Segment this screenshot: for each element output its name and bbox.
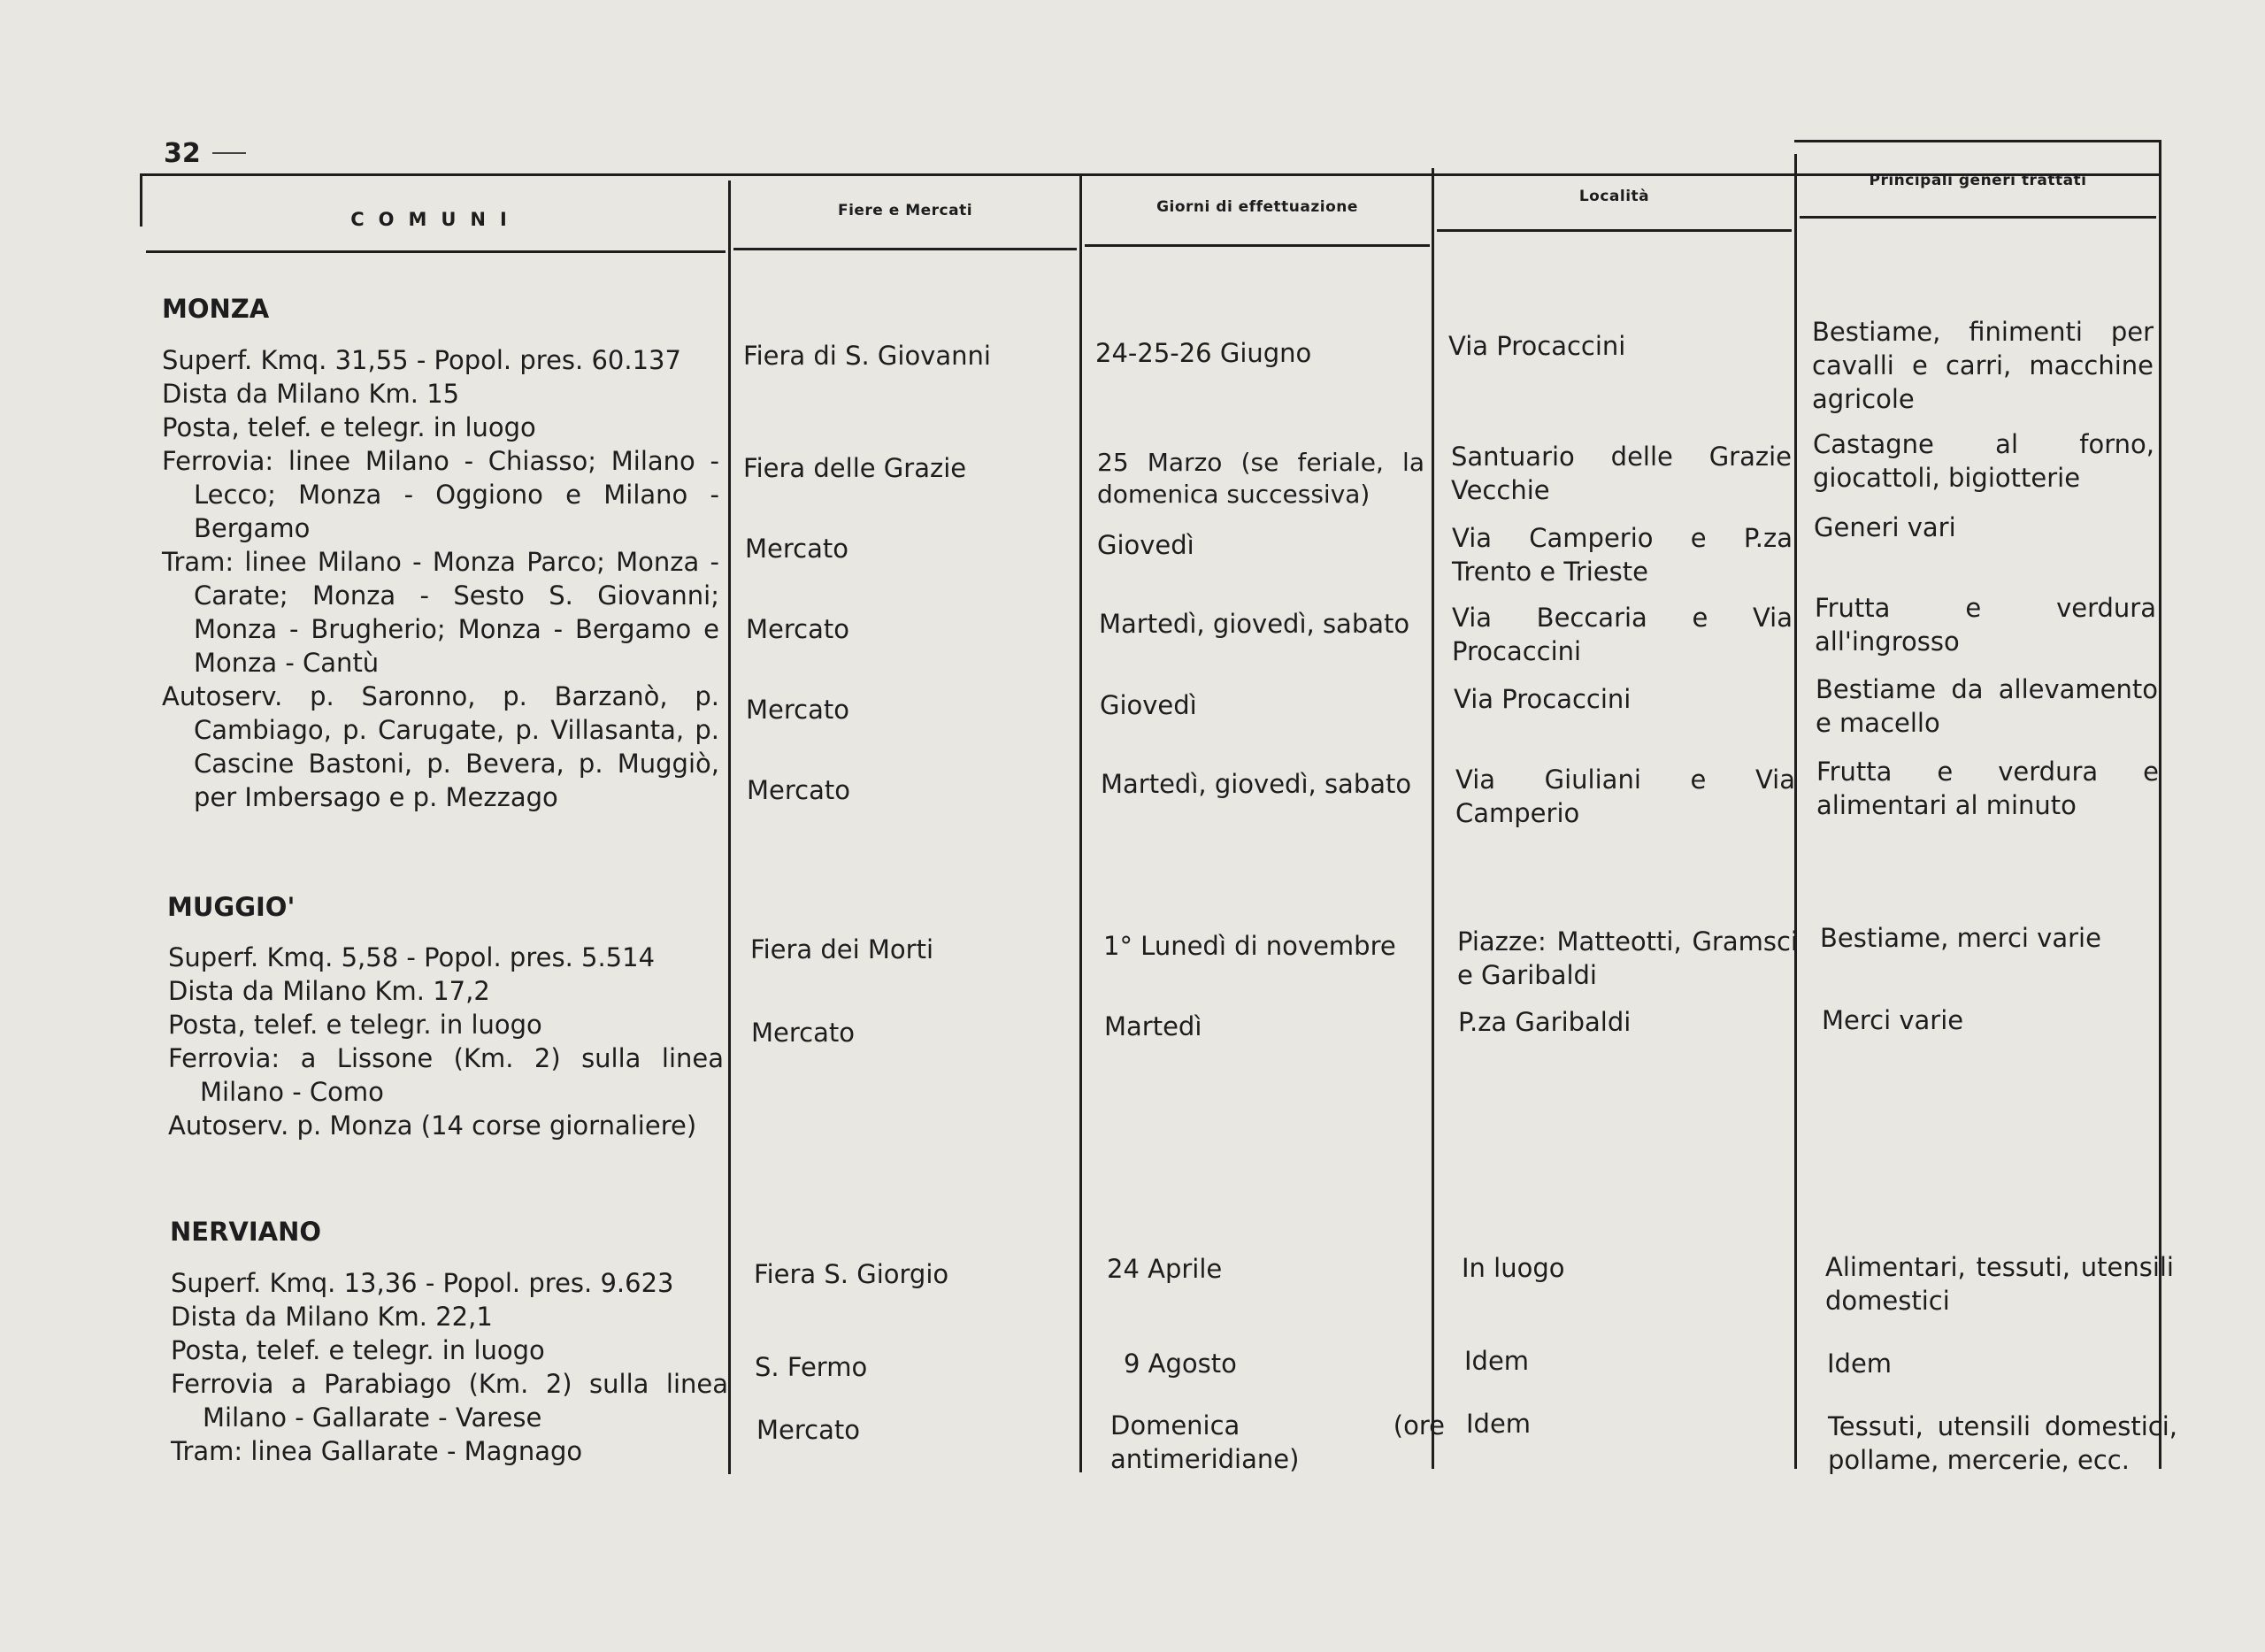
col-divider-3: [1432, 168, 1434, 1469]
generi-cell: Tessuti, utensili domestici, pollame, mercerie, ecc.: [1828, 1411, 2177, 1475]
localita-cell: Piazze: Matteotti, Gramsci e Garibaldi: [1457, 926, 1798, 990]
header-underline-2: [733, 248, 1077, 250]
localita-cell: Via Camperio e P.za Trento e Trieste: [1452, 523, 1793, 587]
left-border: [140, 173, 142, 227]
fiera-cell: Fiera di S. Giovanni: [743, 341, 991, 371]
localita-cell: Idem: [1466, 1409, 1532, 1439]
info-line: Autoserv. p. Saronno, p. Barzanò, p. Cambiago, p. Carugate, p. Villasanta, p. Cascine Bastoni, p. Bevera, p. Muggiò, per Imbersago e p. Mezzago: [162, 681, 719, 812]
generi-cell: Idem: [1827, 1348, 1893, 1379]
info-line: Autoserv. p. Monza (14 corse giornaliere): [168, 1110, 697, 1141]
page-number: 32: [164, 138, 201, 169]
col-divider-1: [728, 181, 731, 1474]
fiera-cell: Mercato: [745, 534, 848, 564]
localita-cell: Via Procaccini: [1454, 684, 1632, 714]
info-line: Posta, telef. e telegr. in luogo: [162, 412, 536, 442]
info-line: Superf. Kmq. 5,58 - Popol. pres. 5.514: [168, 942, 656, 972]
generi-cell: Bestiame, finimenti per cavalli e carri, macchine agricole: [1812, 317, 2154, 414]
generi-cell: Bestiame da allevamento e macello: [1816, 674, 2158, 738]
giorni-cell: 9 Agosto: [1124, 1348, 1237, 1379]
header-underline-1: [146, 250, 726, 253]
localita-cell: In luogo: [1462, 1253, 1565, 1283]
giorni-cell: 24 Aprile: [1107, 1254, 1223, 1284]
info-line: Dista da Milano Km. 17,2: [168, 976, 490, 1006]
giorni-cell: Martedì, giovedì, sabato: [1099, 609, 1410, 639]
localita-cell: Via Beccaria e Via Procaccini: [1452, 603, 1793, 666]
info-line: Superf. Kmq. 13,36 - Popol. pres. 9.623: [171, 1268, 674, 1298]
info-line: Superf. Kmq. 31,55 - Popol. pres. 60.137: [162, 345, 681, 375]
generi-cell: Frutta e verdura all'ingrosso: [1815, 593, 2156, 657]
info-line: Tram: linea Gallarate - Magnago: [171, 1436, 583, 1466]
info-line: Dista da Milano Km. 15: [162, 379, 460, 409]
header-underline-3: [1085, 244, 1430, 247]
fiera-cell: Mercato: [746, 695, 849, 725]
generi-cell: Frutta e verdura e alimentari al minuto: [1816, 757, 2159, 820]
right-border-top: [1794, 140, 2160, 142]
header-comuni: COMUNI: [350, 209, 521, 230]
header-localita: Località: [1578, 188, 1650, 205]
comune-name-monza: MONZA: [162, 294, 270, 324]
giorni-cell: Giovedì: [1097, 530, 1194, 560]
fiera-cell: Mercato: [747, 775, 850, 805]
info-line: Tram: linee Milano - Monza Parco; Monza - Carate; Monza - Sesto S. Giovanni; Monza - Brugherio; Monza - Bergamo e Monza - Cantù: [162, 547, 719, 678]
generi-cell: Generi vari: [1814, 512, 1956, 542]
localita-cell: Santuario delle Grazie Vecchie: [1451, 442, 1792, 505]
comune-name-nerviano: NERVIANO: [170, 1217, 322, 1247]
comune-info-monza: [162, 343, 719, 814]
header-giorni: Giorni di effettuazione: [1156, 198, 1358, 216]
info-line: Ferrovia: linee Milano - Chiasso; Milano - Lecco; Monza - Oggiono e Milano - Bergamo: [162, 446, 719, 543]
fiera-cell: Fiera S. Giorgio: [754, 1259, 949, 1289]
generi-cell: Merci varie: [1822, 1005, 1964, 1035]
localita-cell: P.za Garibaldi: [1458, 1007, 1632, 1037]
comune-name-muggio: MUGGIO': [167, 892, 296, 922]
fiera-cell: Mercato: [751, 1018, 855, 1048]
localita-cell: Via Procaccini: [1448, 331, 1626, 361]
giorni-cell: Martedì, giovedì, sabato: [1101, 769, 1412, 799]
fiera-cell: S. Fermo: [755, 1352, 868, 1382]
page-number-dash: [212, 152, 246, 154]
header-underline-4: [1437, 229, 1792, 232]
giorni-cell: Giovedì: [1100, 690, 1197, 720]
fiera-cell: Mercato: [746, 614, 849, 644]
info-line: Posta, telef. e telegr. in luogo: [171, 1335, 545, 1365]
localita-cell: Via Giuliani e Via Camperio: [1455, 765, 1795, 828]
giorni-cell: 1° Lunedì di novembre: [1103, 931, 1396, 961]
giorni-cell: 24-25-26 Giugno: [1095, 338, 1312, 368]
localita-cell: Idem: [1464, 1346, 1530, 1376]
header-generi: Principali generi trattati: [1869, 172, 2087, 189]
giorni-cell: 25 Marzo (se feriale, la domenica successiva): [1097, 448, 1424, 509]
giorni-cell: Domenica (ore antimeridiane): [1110, 1410, 1445, 1474]
fiera-cell: Fiera delle Grazie: [743, 453, 967, 483]
info-line: Posta, telef. e telegr. in luogo: [168, 1010, 542, 1040]
col-divider-2: [1079, 175, 1082, 1472]
generi-cell: Castagne al forno, giocattoli, bigiotterie: [1813, 429, 2154, 493]
fiera-cell: Fiera dei Morti: [750, 934, 934, 964]
comune-info-muggio: [168, 941, 724, 1142]
header-underline-5: [1800, 216, 2156, 219]
fiera-cell: Mercato: [756, 1415, 860, 1445]
info-line: Ferrovia: a Lissone (Km. 2) sulla linea Milano - Como: [168, 1043, 724, 1107]
comune-info-nerviano: [171, 1266, 728, 1468]
info-line: Dista da Milano Km. 22,1: [171, 1302, 493, 1332]
info-line: Ferrovia a Parabiago (Km. 2) sulla linea Milano - Gallarate - Varese: [171, 1369, 728, 1433]
header-fiere: Fiere e Mercati: [837, 202, 973, 219]
generi-cell: Bestiame, merci varie: [1820, 923, 2101, 953]
giorni-cell: Martedì: [1104, 1011, 1202, 1041]
generi-cell: Alimentari, tessuti, utensili domestici: [1825, 1252, 2174, 1316]
